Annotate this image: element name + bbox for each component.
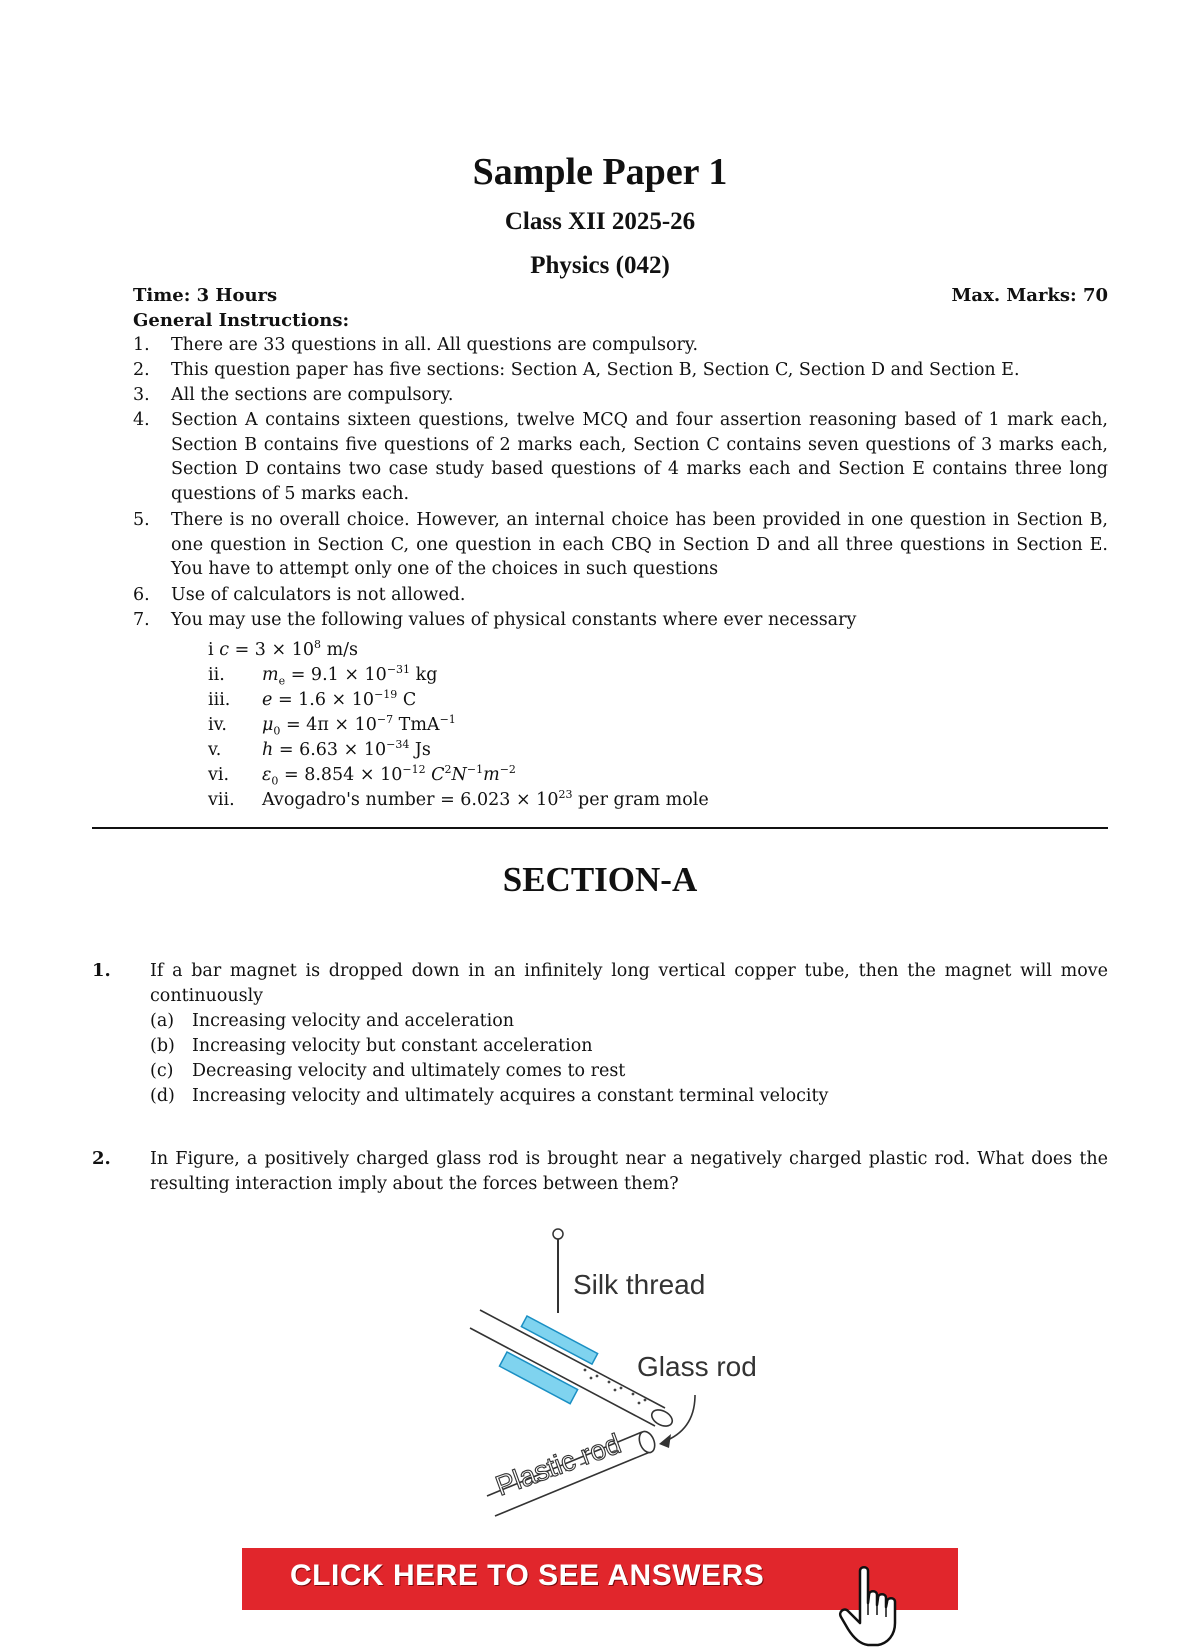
instruction-item (133, 383, 1108, 408)
instruction-text: This question paper has five sections: Section A, Section B, Section C, Section D and Section E. (171, 360, 1020, 380)
instruction-text: There are 33 questions in all. All questions are compulsory. (171, 335, 699, 355)
constant-subscript: 0 (271, 774, 279, 788)
instruction-text: You may use the following values of physical constants where ever necessary (171, 610, 857, 630)
glass-rod-label: Glass rod (637, 1351, 757, 1382)
instructions-heading: General Instructions: (133, 310, 350, 331)
constant-symbol: ε (262, 764, 272, 785)
silk-cloth-bottom (499, 1352, 577, 1404)
instruction-item (133, 358, 1108, 383)
constant-symbol: m (262, 664, 279, 685)
instruction-number: 2. (133, 360, 150, 380)
section-title: SECTION-A (502, 860, 698, 899)
option-text: Decreasing velocity and ultimately comes to rest (192, 1061, 626, 1081)
plastic-rod-label: Plastic rod (491, 1427, 625, 1502)
constant-number: ii. (208, 664, 225, 685)
constant-exponent: −19 (374, 688, 398, 701)
constant-symbol: μ (262, 714, 274, 735)
option-label: (c) (150, 1061, 174, 1081)
instruction-number: 5. (133, 510, 150, 530)
question-option (150, 1084, 828, 1108)
question-text: In Figure, a positively charged glass rod is brought near a negatively charged plastic rod. What does the resulting interaction imply about the forces between them? (150, 1149, 1108, 1194)
constant-unit-exponent: −2 (499, 763, 516, 776)
constant-symbol: e (262, 689, 273, 710)
constant-value: = 3 × 10 (234, 639, 314, 660)
pointing-hand-icon (838, 1565, 908, 1650)
question-text: If a bar magnet is dropped down in an infinitely long vertical copper tube, then the magnet will move continuously (150, 961, 1108, 1006)
constant-unit: Js (409, 739, 431, 760)
instruction-number: 4. (133, 410, 150, 430)
constant-number: vii. (208, 789, 235, 810)
question-option (150, 1059, 625, 1083)
constant-exponent: −7 (376, 713, 394, 726)
suspension-point (553, 1229, 563, 1239)
instruction-item (133, 583, 1108, 608)
question-number: 1. (92, 960, 111, 981)
instruction-item (133, 508, 1108, 582)
constant-number: i (208, 639, 214, 660)
constant-unit: m (483, 764, 500, 785)
silk-thread-label: Silk thread (573, 1269, 706, 1300)
option-label: (b) (150, 1036, 175, 1056)
constant-unit: kg (410, 664, 438, 685)
constant-exponent: −31 (386, 663, 411, 676)
constant-unit: C (425, 764, 445, 785)
arrow-head-icon (659, 1434, 671, 1448)
constant-number: iv. (208, 714, 227, 735)
question-number: 2. (92, 1148, 111, 1169)
paper-subject: Physics (042) (530, 252, 670, 279)
constant-number: vi. (208, 764, 230, 785)
option-text: Increasing velocity and acceleration (192, 1011, 515, 1031)
instruction-number: 3. (133, 385, 150, 405)
option-text: Increasing velocity but constant acceleration (192, 1036, 593, 1056)
constant-exponent: 23 (558, 788, 573, 801)
constant-exponent: 8 (314, 638, 321, 651)
constant-value: = 8.854 × 10 (283, 764, 403, 785)
instruction-number: 7. (133, 610, 150, 630)
paper-title: Sample Paper 1 (472, 151, 728, 193)
constant-unit-exponent: −1 (439, 713, 456, 726)
question-option (150, 1009, 514, 1033)
paper-class: Class XII 2025-26 (504, 208, 696, 235)
instruction-number: 1. (133, 335, 150, 355)
silk-cloth-top (521, 1316, 597, 1364)
option-text: Increasing velocity and ultimately acquires a constant terminal velocity (192, 1086, 829, 1106)
instruction-item (133, 608, 1108, 633)
constant-unit: per gram mole (572, 789, 709, 810)
see-answers-label: CLICK HERE TO SEE ANSWERS (290, 1559, 765, 1592)
rods-figure (465, 1220, 805, 1532)
max-marks-label: Max. Marks: 70 (951, 285, 1108, 306)
constant-value: Avogadro's number = 6.023 × 10 (262, 789, 559, 810)
constant-subscript: e (278, 674, 286, 688)
instruction-text: All the sections are compulsory. (171, 385, 454, 405)
constant-number: iii. (208, 689, 231, 710)
time-label: Time: 3 Hours (133, 285, 278, 306)
constant-unit: N (451, 764, 467, 785)
constant-unit-exponent: 2 (444, 763, 452, 776)
constant-unit: TmA (393, 714, 440, 735)
option-label: (d) (150, 1086, 175, 1106)
constant-value: = 1.6 × 10 (277, 689, 375, 710)
instruction-number: 6. (133, 585, 150, 605)
question-option (150, 1034, 593, 1058)
constant-value: = 6.63 × 10 (278, 739, 387, 760)
instruction-text: There is no overall choice. However, an internal choice has been provided in one question in Section B, one question in Section C, one question in each CBQ in Section D and all three questions in Section E. You have to attempt only one of the choices in such questions (171, 510, 1108, 579)
instruction-text: Section A contains sixteen questions, twelve MCQ and four assertion reasoning based of 1 mark each, Section B contains five questions of 2 marks each, Section C contains seven questions of 3 marks each, Section D contains two case study based questions of 4 marks each and Section E contains three long questions of 5 marks each. (171, 410, 1108, 504)
constant-value: = 4π × 10 (285, 714, 377, 735)
constant-unit-exponent: −1 (466, 763, 484, 776)
constant-symbol: h (262, 739, 274, 760)
constant-exponent: −34 (386, 738, 410, 751)
constant-subscript: 0 (273, 724, 281, 738)
constant-unit: C (397, 689, 417, 710)
constant-symbol: c (219, 639, 229, 660)
constant-unit: m/s (321, 639, 359, 660)
constant-value: = 9.1 × 10 (290, 664, 387, 685)
instruction-item (133, 408, 1108, 506)
option-label: (a) (150, 1011, 175, 1031)
divider-rule (92, 827, 1108, 829)
constant-exponent: −12 (402, 763, 426, 776)
constant-number: v. (208, 739, 222, 760)
instruction-text: Use of calculators is not allowed. (171, 585, 466, 605)
constant-item (208, 783, 709, 812)
instruction-item (133, 333, 1108, 358)
